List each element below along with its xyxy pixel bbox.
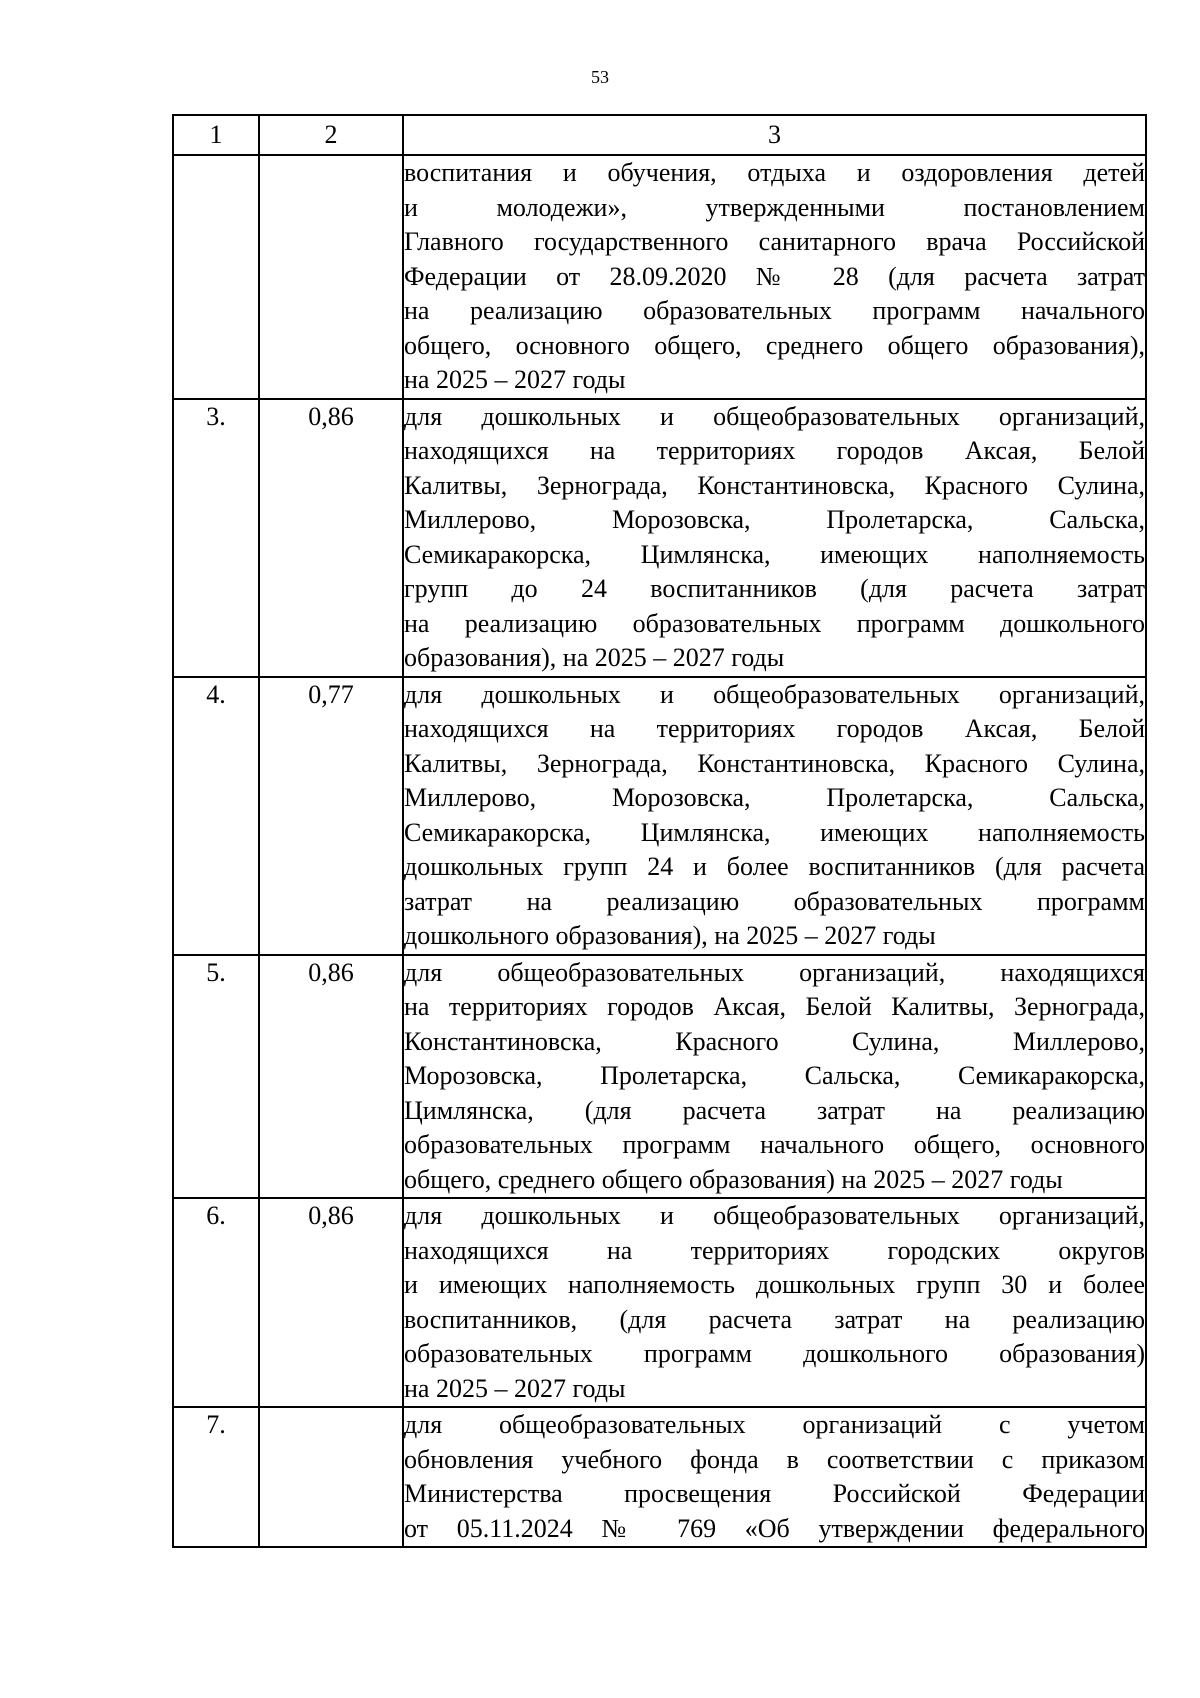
description-line: Федерации от 28.09.2020 № 28 (для расчета затрат xyxy=(404,261,1145,291)
description-cell xyxy=(403,399,1146,677)
description-line: общего, среднего общего образования) на 2025 – 2027 годы xyxy=(404,1164,1063,1194)
description-line: на 2025 – 2027 годы xyxy=(404,1373,626,1403)
row-number-cell: 7. xyxy=(173,1407,259,1547)
description-line: обновления учебного фонда в соответствии с приказом xyxy=(404,1444,1145,1474)
description-line: для дошкольных и общеобразовательных организаций, xyxy=(404,679,1145,709)
description-line: Морозовска, Пролетарска, Сальска, Семикаракорска, xyxy=(404,1061,1145,1090)
coefficient-cell xyxy=(259,155,403,399)
row-number-cell: 6. xyxy=(173,1198,259,1407)
description-line: и имеющих наполняемость дошкольных групп 30 и более xyxy=(404,1270,1145,1299)
description-line: воспитания и обучения, отдыха и оздоровления детей xyxy=(404,158,1145,187)
coefficient-cell: 0,86 xyxy=(259,399,403,677)
page-number: 53 xyxy=(591,67,609,87)
description-line: находящихся на территориях городских округов xyxy=(404,1235,1145,1265)
description-line: на реализацию образовательных программ дошкольного xyxy=(404,608,1145,638)
description-line: образовательных программ дошкольного образования) xyxy=(404,1339,1145,1368)
description-line: на реализацию образовательных программ начального xyxy=(404,296,1145,325)
description-line: Калитвы, Зернограда, Константиновска, Красного Сулина, xyxy=(404,470,1145,500)
description-line: Министерства просвещения Российской Федерации xyxy=(404,1479,1145,1508)
description-line: для дошкольных и общеобразовательных организаций, xyxy=(404,1201,1145,1230)
description-line: общего, основного общего, среднего общего образования), xyxy=(404,330,1145,360)
description-cell xyxy=(403,155,1146,399)
description-line: Калитвы, Зернограда, Константиновска, Красного Сулина, xyxy=(404,748,1145,778)
row-number-cell xyxy=(173,155,259,399)
description-line: образовательных программ начального общего, основного xyxy=(404,1130,1145,1159)
description-line: от 05.11.2024 № 769 «Об утверждении федерального xyxy=(404,1513,1145,1543)
description-line: Константиновска, Красного Сулина, Миллерово, xyxy=(404,1026,1145,1056)
column-header-number: 1 xyxy=(173,115,259,155)
description-line: воспитанников, (для расчета затрат на реализацию xyxy=(404,1304,1145,1334)
row-number-cell: 4. xyxy=(173,677,259,955)
coefficient-cell: 0,77 xyxy=(259,677,403,955)
description-line: Семикаракорска, Цимлянска, имеющих наполняемость xyxy=(404,539,1145,569)
column-header-coefficient: 2 xyxy=(259,115,403,155)
description-line: Миллерово, Морозовска, Пролетарска, Сальска, xyxy=(404,783,1145,812)
description-line: Главного государственного санитарного врача Российской xyxy=(404,227,1145,256)
description-line: на территориях городов Аксая, Белой Калитвы, Зернограда, xyxy=(404,992,1145,1021)
row-number-cell: 3. xyxy=(173,399,259,677)
table-row xyxy=(173,155,1146,399)
description-line: групп до 24 воспитанников (для расчета затрат xyxy=(404,574,1145,603)
description-line: находящихся на территориях городов Аксая, Белой xyxy=(404,436,1145,465)
description-line: находящихся на территориях городов Аксая, Белой xyxy=(404,714,1145,743)
table-header-row xyxy=(173,115,1146,155)
coefficient-cell xyxy=(259,1407,403,1547)
row-number-cell: 5. xyxy=(173,955,259,1199)
description-line: Миллерово, Морозовска, Пролетарска, Сальска, xyxy=(404,505,1145,534)
table-row xyxy=(173,955,1146,1199)
table-row xyxy=(173,677,1146,955)
description-line: на 2025 – 2027 годы xyxy=(404,365,626,394)
table-row xyxy=(173,1407,1146,1547)
description-line: Цимлянска, (для расчета затрат на реализацию xyxy=(404,1095,1145,1125)
description-line: образования), на 2025 – 2027 годы xyxy=(404,643,785,672)
description-line: затрат на реализацию образовательных программ xyxy=(404,886,1145,916)
description-cell xyxy=(403,677,1146,955)
description-line: для общеобразовательных организаций, находящихся xyxy=(404,957,1145,987)
description-line: Семикаракорска, Цимлянска, имеющих наполняемость xyxy=(404,817,1145,847)
description-line: дошкольных групп 24 и более воспитанников (для расчета xyxy=(404,852,1145,881)
description-cell xyxy=(403,1407,1146,1547)
description-line: дошкольного образования), на 2025 – 2027 годы xyxy=(404,921,936,950)
description-line: для общеобразовательных организаций с учетом xyxy=(404,1410,1145,1439)
description-cell xyxy=(403,955,1146,1199)
coefficient-cell: 0,86 xyxy=(259,1198,403,1407)
table-row xyxy=(173,1198,1146,1407)
description-line: для дошкольных и общеобразовательных организаций, xyxy=(404,401,1145,431)
description-cell xyxy=(403,1198,1146,1407)
column-header-description: 3 xyxy=(403,115,1146,155)
table-row xyxy=(173,399,1146,677)
coefficient-cell: 0,86 xyxy=(259,955,403,1199)
description-line: и молодежи», утвержденными постановлением xyxy=(404,192,1145,222)
coefficients-table xyxy=(172,114,1147,1548)
